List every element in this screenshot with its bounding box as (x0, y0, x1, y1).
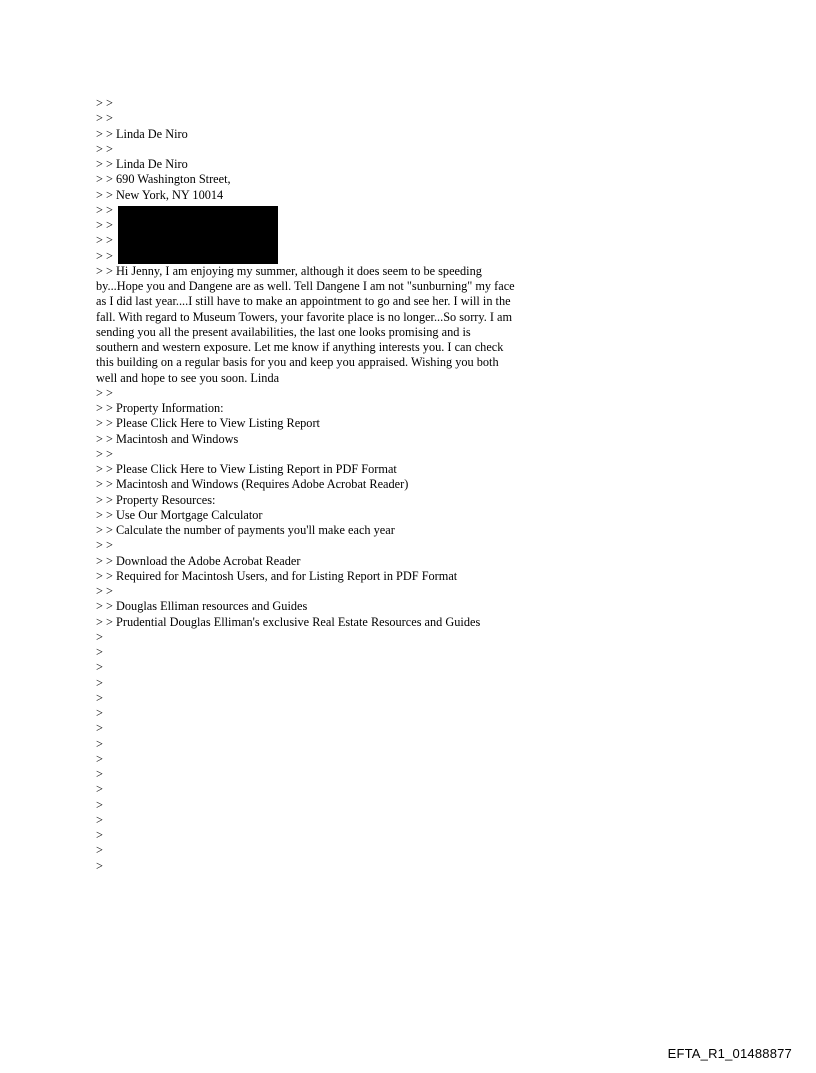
quote-marker: > (96, 706, 103, 720)
section-heading-property-information: > > Property Information: (96, 401, 224, 415)
quote-line: > > (96, 141, 113, 156)
redacted-line-prefix: > > (96, 218, 113, 232)
quote-line: > > (96, 538, 113, 553)
quote-marker: > (96, 782, 103, 797)
quote-marker: > (96, 675, 103, 690)
quote-marker: > (96, 828, 103, 842)
section-heading-property-resources: > > Property Resources: (96, 492, 216, 507)
listing-report-pdf-link[interactable]: > > Please Click Here to View Listing Report in PDF Format (96, 462, 397, 476)
quote-marker: > (96, 812, 103, 827)
signature-address-street: > > 690 Washington Street, (96, 172, 231, 187)
redacted-line-prefix: > > (96, 202, 113, 217)
mortgage-calculator-note: > > Calculate the number of payments you'll make each year (96, 523, 395, 537)
message-paragraph: > > Hi Jenny, I am enjoying my summer, although it does seem to be speeding by...Hope you and Dangene are as well. Tell Dangene I am not "sunburning" my face as I did last year....I still have to make an appointment to go and see her. I will in the fall. With regard to Museum Towers, your favorite place is no longer...So sorry. I am sending you all the present availabilities, the last one looks promising and is southern and western exposure. Let me know if anything interests you. I can check this building on a regular basis for you and keep you appraised. Wishing you both well and hope to see you soon. Linda (96, 263, 515, 385)
quote-marker: > (96, 660, 103, 675)
signature-name: > > Linda De Niro (96, 157, 188, 171)
header-lines (96, 96, 516, 203)
redaction-block (118, 206, 278, 264)
trailing-quote-lines (96, 630, 516, 874)
platform-note-pdf: > > Macintosh and Windows (Requires Adobe Acrobat Reader) (96, 477, 409, 492)
quote-line: > > (96, 385, 113, 400)
sender-name: > > Linda De Niro (96, 126, 188, 141)
quote-line: > > (96, 584, 113, 598)
quote-marker: > (96, 767, 103, 781)
quote-marker: > (96, 629, 103, 644)
property-links (96, 386, 516, 615)
platform-note: > > Macintosh and Windows (96, 431, 239, 446)
redacted-line-prefix: > > (96, 233, 113, 248)
quote-marker: > (96, 751, 103, 766)
signature-address-city: > > New York, NY 10014 (96, 187, 224, 202)
quote-line: > > (96, 446, 113, 461)
quote-marker: > (96, 721, 103, 736)
quote-line: > > (96, 96, 113, 110)
quote-marker: > (96, 690, 103, 705)
quote-line: > > (96, 111, 113, 126)
mortgage-calculator-link[interactable]: > > Use Our Mortgage Calculator (96, 507, 263, 522)
resources-guides-note: > > Prudential Douglas Elliman's exclusive Real Estate Resources and Guides (96, 614, 481, 629)
quote-marker: > (96, 797, 103, 812)
quote-marker: > (96, 736, 103, 751)
quote-marker: > (96, 843, 103, 858)
quote-marker: > (96, 645, 103, 659)
acrobat-note: > > Required for Macintosh Users, and for Listing Report in PDF Format (96, 568, 458, 583)
listing-report-link[interactable]: > > Please Click Here to View Listing Report (96, 416, 320, 431)
acrobat-download-link[interactable]: > > Download the Adobe Acrobat Reader (96, 553, 301, 568)
resources-guides-link[interactable]: > > Douglas Elliman resources and Guides (96, 599, 308, 614)
redacted-line-prefix: > > (96, 248, 113, 263)
quote-marker: > (96, 858, 103, 873)
bates-number: EFTA_R1_01488877 (667, 1046, 792, 1061)
